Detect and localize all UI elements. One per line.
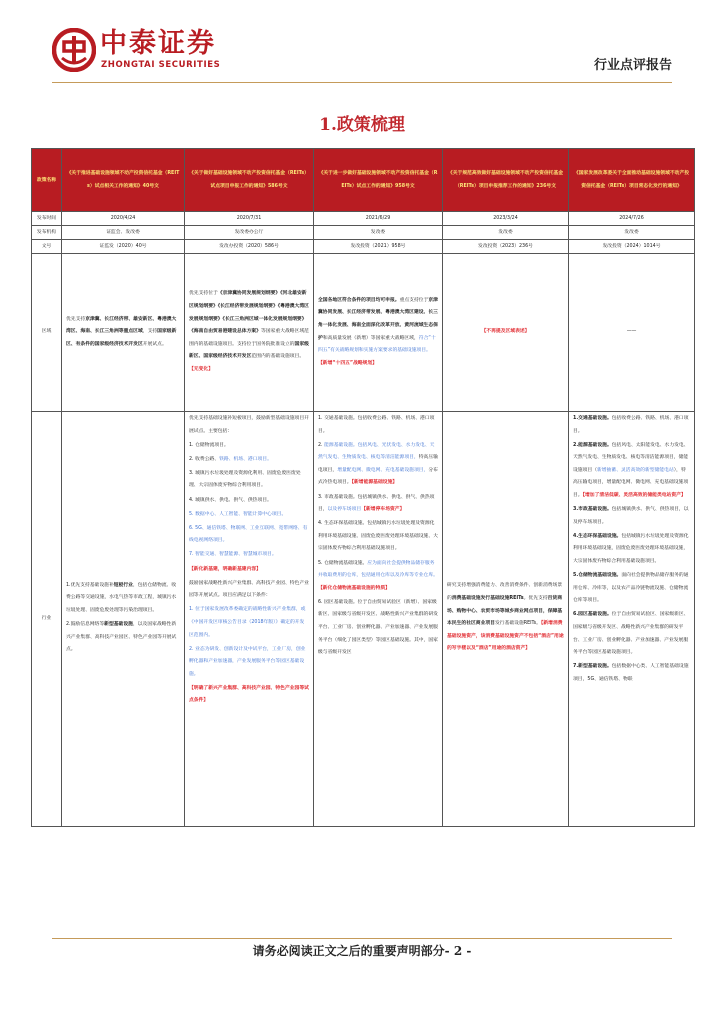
text-run: 1.交通基础设施。 (573, 416, 612, 421)
text-run: ），特高压输电项目，增量配电网、微电网、充电基础设施项目。 (573, 467, 689, 499)
text-run: 铁路、机场、港口项目。 (219, 456, 272, 462)
text-run: 3. 市政基础设施。包括城镇供水、供电、供气、供热项目， (318, 494, 435, 513)
text-run: 重点支持位于 (399, 297, 429, 303)
policy-name-cell: 《关于推进基础设施领域不动产投资信托基金（REITs）试点相关工作的通知》40号文 (62, 149, 185, 212)
text-run: 5. 数据中心、人工智能、智能计算中心项目。 (189, 511, 287, 517)
text-run: 6.园区基础设施。 (573, 612, 612, 618)
header-divider (52, 82, 672, 83)
text-run: 4. 城镇供水、供电、供气、供热项目。 (189, 497, 272, 503)
region-cell (443, 254, 569, 412)
cell-paragraph (189, 644, 309, 682)
report-type-label: 行业点评报告 (593, 58, 672, 73)
text-run: 包括风电、太阳能发电、水力发电、天然气发电、生物质发电、核电等清洁能源项目，储能设施项目（ (573, 442, 689, 473)
text-run: 1. 位于国家发展改革委确定的战略性新兴产业集群，或《中国开发区审核公告目录（2018年版）》确定的开发区范围内。 (189, 607, 306, 638)
cell-paragraph (189, 468, 309, 493)
row-label-policy: 政策名称 (32, 149, 62, 212)
industry-cell (185, 412, 314, 827)
cell-paragraph (189, 454, 309, 467)
doc-number-row (32, 240, 695, 254)
text-run: ，以及国家战略性新兴产业集群、高科技产业园区、特色产业园等开展试点。 (66, 622, 177, 653)
page-footer: 请务必阅读正文之后的重要声明部分- 2 - (252, 944, 472, 958)
doc-number-cell: 发改办投资（2020）586号 (185, 240, 314, 254)
section-title: 1.政策梳理 (319, 115, 405, 135)
cell-paragraph (189, 578, 309, 603)
text-run: 5.仓储物流基础设施。 (573, 573, 622, 579)
cell-paragraph (318, 597, 438, 660)
cell-paragraph (189, 495, 309, 508)
region-cell (569, 254, 695, 412)
row-label-agency: 发布机构 (32, 226, 62, 240)
region-row (32, 254, 695, 412)
row-label-region: 区域 (32, 254, 62, 412)
text-run: 2.能源基础设施。 (573, 442, 612, 448)
text-run: 【新化新基建，明确新基建内容】 (189, 566, 261, 572)
text-run: 1. 仓储物流项目。 (189, 442, 229, 448)
text-run: 新型基础设施 (104, 622, 133, 627)
text-run: 【增加了清洁低碳、灵活高效的储能类电站资产】 (582, 493, 686, 499)
cell-paragraph (318, 518, 438, 556)
company-logo (52, 28, 252, 74)
text-run: 特高压输电项目， (318, 455, 438, 473)
policy-name-cell: 《关于规范高效做好基础设施领域不动产投资信托基金（REITs）项目申报推荐工作的通知》236号文 (443, 149, 569, 212)
date-cell: 2024/7/26 (569, 212, 695, 226)
cell-paragraph (189, 523, 309, 548)
text-run: ，包括仓储物流、收费公路等交通设施，水电气热等市政工程，城镇污水垃圾处理、固废危废处理等污染治理项目。 (66, 582, 177, 613)
text-run: —— (626, 329, 637, 335)
text-run: 短板行业 (113, 582, 133, 588)
text-run: 7. 智能交通、智慧能源、智慧城市项目。 (189, 552, 277, 558)
row-label-date: 发布时间 (32, 212, 62, 226)
text-run: 【新增“十四五”战略规划】 (318, 360, 378, 366)
text-run: 。优先支持 (523, 596, 548, 602)
agency-cell: 发改委 (569, 226, 695, 240)
cell-paragraph (573, 413, 690, 438)
text-run: 包括城镇供水、供气、供热项目，以及停车场项目。 (573, 507, 689, 525)
date-cell: 2020/4/24 (62, 212, 185, 226)
text-run: 消费基础设施发行基础设施REITs (451, 596, 524, 602)
cell-paragraph (318, 440, 438, 490)
text-run: 包括收费公路、铁路、机场、港口项目。 (573, 416, 689, 434)
region-cell (185, 254, 314, 412)
industry-cell (569, 412, 695, 827)
text-run: 和高质量发展（新增）等国家重大战略区域， (322, 335, 419, 341)
text-run: 符合“十四五”有关战略规划和实施方案要求的基础设施项目。 (318, 335, 436, 354)
zhongtai-logo-icon (52, 28, 96, 72)
policy-name-cell: 《关于进一步做好基础设施领域不动产投资信托基金（REITs）试点工作的通知》958号文 (314, 149, 443, 212)
logo-chinese-name: 中泰证券 (100, 28, 216, 59)
text-run: 位于自由贸易试验区、国家级新区、国家级与省级开发区、战略性新兴产业集群的研发平台、工业厂房、创业孵化器、产业加速器、产业发展服务平台等园区基础设施项目。 (573, 612, 689, 656)
agency-row (32, 226, 695, 240)
text-run: 6. 园区基础设施。位于自由贸易试验区（新增）、国家级新区、国家级与省级开发区、战略性新兴产业集群的研发平台、工业厂房、创业孵化器、产业加速器、产业发展服务平台（细化了园区类型）等园区基础设施。其中，国家级与省级开发区 (318, 599, 438, 656)
text-run: 【新增能源基础设施】 (351, 480, 398, 486)
text-run: 优先支持位于 (189, 291, 218, 297)
cell-paragraph (573, 531, 690, 569)
text-run: 面向社会提供物品储存服务的通用仓库、冷库等，以及农产品冷链物流设施、仓储物流仓库等项目。 (573, 573, 689, 604)
text-run: 百货商场、购物中心、农贸市场等城乡商业网点项目，保障基本民生的社区商业项目 (447, 596, 563, 627)
text-run: 4.生态环保基础设施。 (573, 533, 622, 539)
text-run: 【新增停车场资产】 (361, 507, 405, 513)
text-run: 京津冀协同发展、长江经济带发展、粤港澳大湾区建设、长三角一体化发展、海南全面深化改革开放、黄河流域生态保护 (318, 297, 438, 341)
cell-paragraph (66, 619, 180, 657)
text-run: 1. 交通基础设施。包括收费公路、铁路、机场、港口项目。 (318, 416, 435, 434)
text-run: 包括城镇污水垃圾处理及资源化利用环境基础设施，固废危废医废处理环境基础设施，大宗固体废弃物综合利用基础设施项目。 (573, 533, 689, 565)
doc-number-cell: 发改投资（2024）1014号 (569, 240, 695, 254)
text-run: 分布式冷热电项目。 (318, 467, 438, 486)
date-cell: 2021/6/29 (314, 212, 443, 226)
industry-row (32, 412, 695, 827)
text-run: ，支持 (142, 329, 158, 335)
cell-paragraph (189, 509, 309, 522)
doc-number-cell: 发改投资（2023）236号 (443, 240, 569, 254)
text-run: 《京津冀协同发展规划纲要》《河北雄安新区规划纲要》《长江经济带发展规划纲要》《粤港澳大湾区发展规划纲要》《长江三角洲区域一体化发展规划纲要》《海南自由贸易港建设总体方案》 (189, 291, 309, 335)
cell-paragraph (318, 558, 438, 596)
industry-cell (443, 412, 569, 827)
text-run: 优先支持 (66, 316, 86, 322)
cell-paragraph (189, 683, 309, 708)
text-run: 研究支持增强消费能力、改善消费条件、创新消费场景的 (447, 583, 563, 602)
policy-name-cell: 《关于做好基础设施领域不动产投资信托基金（REITs）试点项目申报工作的通知》586号文 (185, 149, 314, 212)
footer-divider (52, 938, 672, 939)
text-run: 鼓励国家战略性新兴产业集群、高科技产业园、特色产业园等开展试点。项目应满足以下条件： (189, 580, 309, 599)
cell-paragraph (573, 440, 690, 503)
text-run: 优先支持基础设施补短板项目，鼓励新型基础设施项目开展试点。主要包括： (189, 416, 309, 434)
text-run: 新增抽蓄、灵活高效的新型储能电站 (597, 467, 674, 473)
text-run: 【无变化】 (189, 366, 213, 372)
policy-name-row (32, 149, 695, 212)
region-cell (62, 254, 185, 412)
text-run: 等国家重大战略区域范围内的基础设施项目。支持位于国务院批准设立的 (189, 329, 309, 347)
cell-paragraph (189, 440, 309, 453)
text-run: 3. 城镇污水垃圾处理及资源化利用、固废危废医废处理、大宗固体废弃物综合利用项目。 (189, 470, 301, 489)
text-run: 3.市政基础设施。 (573, 507, 612, 513)
text-run: 5. 仓储物流基础设施。 (318, 560, 368, 566)
industry-cell (62, 412, 185, 827)
text-run: 【不再提及区域表述】 (481, 329, 530, 335)
text-run: 全国各地区符合条件的项目均可申报。 (318, 297, 400, 303)
text-run: 开展试点。 (142, 341, 167, 347)
agency-cell: 发改委办公厅 (185, 226, 314, 240)
agency-cell: 发改委 (314, 226, 443, 240)
text-run: 2. 收费公路、 (189, 456, 220, 462)
text-run: 发行基础设施REITs。 (494, 621, 541, 627)
text-run: 2. 业态为研发、创新设计及中试平台，工业厂房，创业孵化器和产业加速器，产业发展服务平台等园区基础设施。 (189, 646, 306, 677)
logo-english-name: ZHONGTAI SECURITIES (101, 60, 221, 70)
policy-comparison-table (31, 148, 695, 827)
doc-number-cell: 发改投资（2021）958号 (314, 240, 443, 254)
industry-cell (314, 412, 443, 827)
text-run: 增量配电网、微电网、充电基础设施项目， (337, 467, 429, 473)
date-cell: 2020/7/31 (185, 212, 314, 226)
policy-name-cell: 《国家发展改革委关于全面推动基础设施领域不动产投资信托基金（REITs）项目常态化发行的通知》 (569, 149, 695, 212)
cell-paragraph (189, 549, 309, 562)
cell-paragraph (573, 504, 690, 529)
text-run: 【新化仓储物流基础设施的特质】 (318, 585, 390, 591)
text-run: 国家级新区、国家级经济技术开发区 (189, 341, 309, 360)
text-run: 【新增消费基础设施资产，该消费基础设施资产不包括“酒店”用途的写字楼以及“酒店”用途的酒店资产】 (447, 621, 564, 652)
text-run: 国家级新区、有条件的国家级经济技术开发区 (66, 329, 177, 347)
cell-paragraph (573, 609, 690, 659)
text-run: 应为面向社会提供物品储存服务并收取费用的仓库，包括通用仓库以及冷库等专业仓库。 (318, 560, 438, 579)
text-run: 1.优先支持基础设施补 (66, 582, 114, 588)
cell-paragraph (189, 413, 309, 438)
cell-paragraph (189, 604, 309, 642)
text-run: 范围内的基础设施项目。 (251, 354, 305, 360)
text-run: 京津冀、长江经济带、雄安新区、粤港澳大湾区、海南、长江三角洲等重点区域 (66, 316, 177, 335)
cell-paragraph (318, 492, 438, 517)
region-cell (314, 254, 443, 412)
cell-paragraph (447, 580, 564, 656)
cell-paragraph (573, 570, 690, 608)
doc-number-cell: 证监发（2020）40号 (62, 240, 185, 254)
date-cell: 2023/3/24 (443, 212, 569, 226)
text-run: 6. 5G、通信铁塔、物联网、工业互联网、宽带网络、有线电视网络项目。 (189, 525, 308, 544)
cell-paragraph (66, 580, 180, 618)
text-run: 【明确了新兴产业集群、高科技产业园、特色产业园等试点条件】 (189, 685, 309, 704)
text-run: 4. 生态环保基础设施。包括城镇污水垃圾处理及资源化利用环境基础设施、固废危废医废处理环境基础设施、大宗固体废弃物综合利用基础设施项目。 (318, 521, 438, 552)
text-run: 能源基础设施。包括风电、光伏发电、水力发电、天然气发电、生物质发电、核电等清洁能源项目， (318, 442, 435, 461)
cell-paragraph (318, 413, 438, 438)
text-run: 2. (318, 442, 325, 448)
agency-cell: 发改委 (443, 226, 569, 240)
text-run: 7.新型基础设施。 (573, 664, 612, 670)
text-run: 包括数据中心类、人工智能基础设施项目，5G、通信铁塔、物联 (573, 664, 689, 682)
page-header (0, 0, 724, 90)
cell-paragraph (573, 661, 690, 686)
cell-paragraph (189, 564, 309, 577)
text-run: 以及停车场项目 (327, 507, 362, 513)
row-label-industry: 行业 (32, 412, 62, 827)
text-run: 2.鼓励信息网络等 (66, 622, 105, 627)
row-label-doc: 文号 (32, 240, 62, 254)
date-row (32, 212, 695, 226)
agency-cell: 证监会、发改委 (62, 226, 185, 240)
